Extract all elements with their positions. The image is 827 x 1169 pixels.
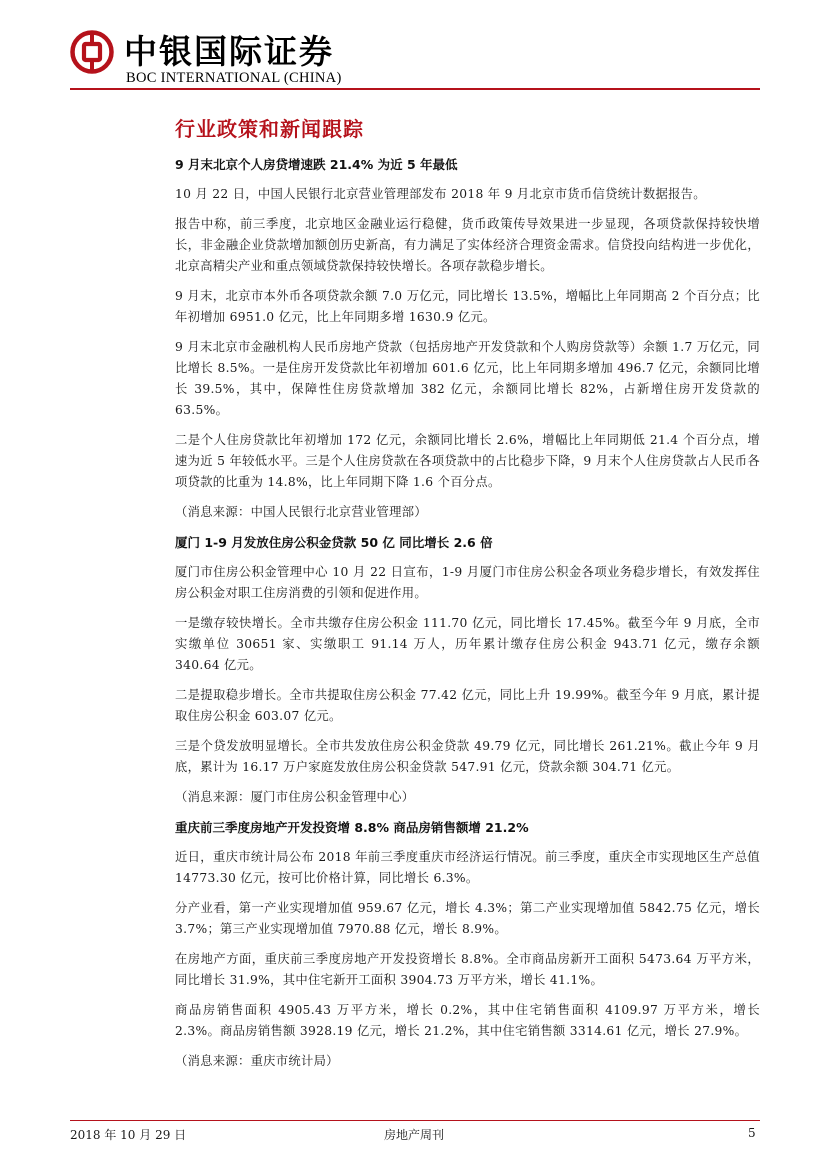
news-source: （消息来源：中国人民银行北京营业管理部） [175,505,427,519]
page-header [70,26,760,92]
news-paragraph: 9 月末北京市金融机构人民币房地产贷款（包括房地产开发贷款和个人购房贷款等）余额 1.7 万亿元，同比增长 8.5%。一是住房开发贷款比年初增加 601.6 亿元，比上年同期多增加 496.7 亿元，余额同比增长 39.5%，其中，保障性住房贷款增加 382 亿元，余额同比增长 82%，占新增住房开发贷款的 63.5%。 [175,340,760,417]
news-item-chongqing [175,818,760,1072]
footer-date: 2018 年 10 月 29 日 [70,1128,187,1142]
boc-logo-icon [70,30,114,74]
news-content [175,155,760,1082]
news-headline: 9 月末北京个人房贷增速跌 21.4% 为近 5 年最低 [175,157,458,172]
news-paragraph: 10 月 22 日，中国人民银行北京营业管理部发布 2018 年 9 月北京市货币信贷统计数据报告。 [175,187,706,201]
news-paragraph: 三是个贷发放明显增长。全市共发放住房公积金贷款 49.79 亿元，同比增长 261.21%。截止今年 9 月底，累计为 16.17 万户家庭发放住房公积金贷款 547.91 亿元，贷款余额 304.71 亿元。 [175,739,760,774]
header-divider [70,88,760,90]
news-paragraph: 分产业看，第一产业实现增加值 959.67 亿元，增长 4.3%；第二产业实现增加值 5842.75 亿元，增长 3.7%；第三产业实现增加值 7970.88 亿元，增长 8.9%。 [175,901,760,936]
section-title: 行业政策和新闻跟踪 [175,117,364,141]
news-item-xiamen [175,533,760,808]
brand-name-chinese: 中银国际证券 [124,32,334,71]
footer-publication: 房地产周刊 [384,1128,445,1142]
news-source: （消息来源：重庆市统计局） [175,1054,339,1068]
news-paragraph: 二是个人住房贷款比年初增加 172 亿元，余额同比增长 2.6%，增幅比上年同期低 21.4 个百分点，增速为近 5 年较低水平。三是个人住房贷款在各项贷款中的占比稳步下降，9 月末个人住房贷款占人民币各项贷款的比重为 14.8%，比上年同期下降 1.6 个百分点。 [175,433,760,489]
footer-divider [70,1120,760,1121]
news-paragraph: 报告中称，前三季度，北京地区金融业运行稳健，货币政策传导效果进一步显现，各项贷款保持较快增长，非金融企业贷款增加额创历史新高，有力满足了实体经济合理资金需求。信贷投向结构进一步优化，北京高精尖产业和重点领域贷款保持较快增长。各项存款稳步增长。 [175,217,760,273]
news-headline: 厦门 1-9 月发放住房公积金贷款 50 亿 同比增长 2.6 倍 [175,535,493,550]
news-paragraph: 在房地产方面，重庆前三季度房地产开发投资增长 8.8%。全市商品房新开工面积 5473.64 万平方米，同比增长 31.9%，其中住宅新开工面积 3904.73 万平方米，增长 41.1%。 [175,952,760,987]
page-number: 5 [748,1126,756,1140]
brand-name-english: BOC INTERNATIONAL (CHINA) [126,70,342,86]
news-paragraph: 近日，重庆市统计局公布 2018 年前三季度重庆市经济运行情况。前三季度，重庆全市实现地区生产总值 14773.30 亿元，按可比价格计算，同比增长 6.3%。 [175,850,760,885]
news-paragraph: 9 月末，北京市本外币各项贷款余额 7.0 万亿元，同比增长 13.5%，增幅比上年同期高 2 个百分点；比年初增加 6951.0 亿元，比上年同期多增 1630.9 亿元。 [175,289,760,324]
news-source: （消息来源：厦门市住房公积金管理中心） [175,790,415,804]
news-paragraph: 商品房销售面积 4905.43 万平方米，增长 0.2%，其中住宅销售面积 4109.97 万平方米，增长 2.3%。商品房销售额 3928.19 亿元，增长 21.2%，其中住宅销售额 3314.61 亿元，增长 27.9%。 [175,1003,760,1038]
news-paragraph: 一是缴存较快增长。全市共缴存住房公积金 111.70 亿元，同比增长 17.45%。截至今年 9 月底，全市实缴单位 30651 家、实缴职工 91.14 万人，历年累计缴存住房公积金 943.71 亿元，缴存余额 340.64 亿元。 [175,616,760,672]
news-item-beijing [175,155,760,523]
news-paragraph: 二是提取稳步增长。全市共提取住房公积金 77.42 亿元，同比上升 19.99%。截至今年 9 月底，累计提取住房公积金 603.07 亿元。 [175,688,760,723]
news-headline: 重庆前三季度房地产开发投资增 8.8% 商品房销售额增 21.2% [175,820,529,835]
news-paragraph: 厦门市住房公积金管理中心 10 月 22 日宣布，1-9 月厦门市住房公积金各项业务稳步增长，有效发挥住房公积金对职工住房消费的引领和促进作用。 [175,565,760,600]
